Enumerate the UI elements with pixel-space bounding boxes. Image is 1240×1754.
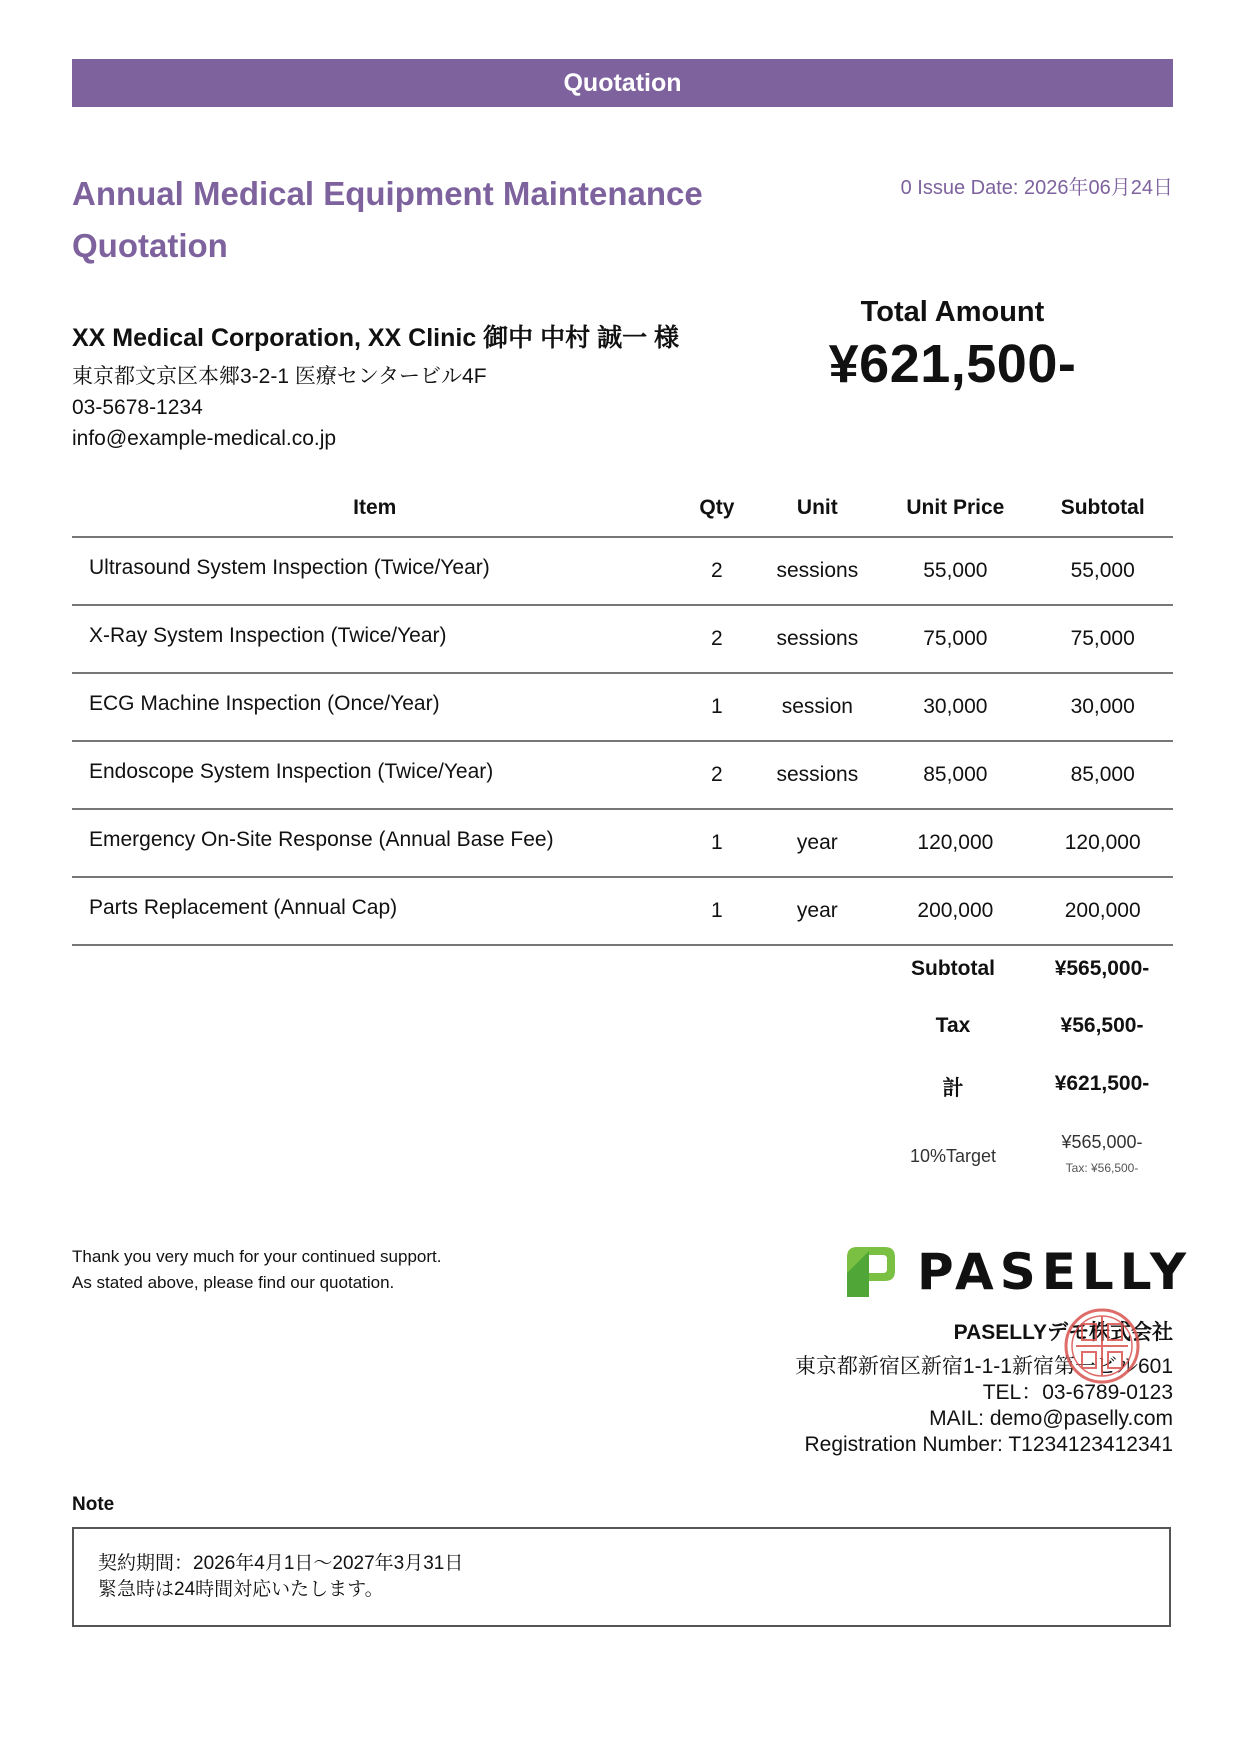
header-unit: Unit (756, 480, 878, 537)
logo-wordmark: PASELLY (917, 1243, 1193, 1301)
row-item: Ultrasound System Inspection (Twice/Year) (72, 537, 677, 605)
row-unit-price: 30,000 (878, 673, 1032, 741)
title-banner (72, 59, 1173, 107)
note-line-2: 緊急時は24時間対応いたします。 (98, 1579, 384, 1600)
document-title: Annual Medical Equipment Maintenance Quotation (72, 175, 703, 264)
summary-subtotal-row (875, 957, 1173, 981)
total-amount-box (790, 296, 1115, 395)
row-qty: 2 (677, 605, 756, 673)
row-item: Parts Replacement (Annual Cap) (72, 877, 677, 945)
note-label: Note (72, 1494, 115, 1515)
tax-target-row (875, 1132, 1173, 1175)
tax-target-label: 10%Target (909, 1146, 997, 1166)
client-email: info@example-medical.co.jp (72, 427, 337, 450)
row-unit-price: 85,000 (878, 741, 1032, 809)
row-unit: session (756, 673, 878, 741)
row-subtotal: 30,000 (1032, 673, 1173, 741)
issuer-company: PASELLYデモ株式会社 (953, 1321, 1173, 1344)
issuer-tel: TEL：03-6789-0123 (982, 1381, 1173, 1404)
row-unit-price: 75,000 (878, 605, 1032, 673)
table-row (72, 741, 1173, 809)
row-subtotal: 200,000 (1032, 877, 1173, 945)
summary-tax-value: ¥56,500- (1060, 1014, 1144, 1037)
header-item: Item (72, 480, 677, 537)
header-subtotal: Subtotal (1032, 480, 1173, 537)
table-row (72, 673, 1173, 741)
table-row (72, 537, 1173, 605)
tax-target-values (1031, 1132, 1173, 1175)
summary-subtotal-label: Subtotal (911, 957, 995, 980)
thank-you-message (72, 1244, 441, 1296)
row-unit: year (756, 877, 878, 945)
items-table (72, 480, 1173, 946)
row-unit: sessions (756, 741, 878, 809)
header-unit-price: Unit Price (878, 480, 1032, 537)
tax-target-amount: ¥565,000- (1061, 1132, 1143, 1152)
table-header-row (72, 480, 1173, 537)
issue-date: 0 Issue Date: 2026年06月24日 (900, 177, 1173, 199)
total-amount-label: Total Amount (860, 296, 1045, 328)
issuer-mail: MAIL: demo@paselly.com (929, 1407, 1173, 1430)
header-qty: Qty (677, 480, 756, 537)
table-row (72, 809, 1173, 877)
note-box (72, 1527, 1171, 1627)
issuer-registration: Registration Number: T1234123412341 (804, 1433, 1173, 1456)
thank-you-line-2: As stated above, please find our quotation. (72, 1273, 395, 1292)
row-item: Endoscope System Inspection (Twice/Year) (72, 741, 677, 809)
row-subtotal: 85,000 (1032, 741, 1173, 809)
row-unit-price: 55,000 (878, 537, 1032, 605)
row-unit-price: 120,000 (878, 809, 1032, 877)
summary-total-value: ¥621,500- (1054, 1072, 1150, 1095)
summary-tax-row (875, 1014, 1173, 1038)
summary-subtotal-value: ¥565,000- (1054, 957, 1150, 980)
row-subtotal: 75,000 (1032, 605, 1173, 673)
paselly-logo-icon (843, 1243, 899, 1301)
client-phone: 03-5678-1234 (72, 396, 203, 419)
row-unit-price: 200,000 (878, 877, 1032, 945)
summary-total-label: 計 (942, 1077, 964, 1100)
company-seal-icon (1062, 1306, 1142, 1386)
table-row (72, 605, 1173, 673)
client-contact (72, 361, 487, 454)
summary-total-row (875, 1072, 1173, 1102)
row-qty: 2 (677, 537, 756, 605)
tax-target-tax: Tax: ¥56,500- (1065, 1161, 1139, 1175)
row-subtotal: 120,000 (1032, 809, 1173, 877)
row-qty: 1 (677, 673, 756, 741)
total-amount-value: ¥621,500- (828, 334, 1077, 394)
row-item: Emergency On-Site Response (Annual Base Fee) (72, 809, 677, 877)
row-qty: 1 (677, 809, 756, 877)
row-subtotal: 55,000 (1032, 537, 1173, 605)
issuer-address: 東京都新宿区新宿1-1-1新宿第一ビル601 (794, 1355, 1173, 1378)
summary-tax-label: Tax (935, 1014, 971, 1037)
row-unit: sessions (756, 537, 878, 605)
row-item: X-Ray System Inspection (Twice/Year) (72, 605, 677, 673)
client-name: XX Medical Corporation, XX Clinic 御中 中村 誠一 様 (72, 324, 680, 352)
table-row (72, 877, 1173, 945)
banner-title: Quotation (563, 68, 682, 97)
company-logo (843, 1243, 1192, 1301)
row-unit: sessions (756, 605, 878, 673)
client-address: 東京都文京区本郷3-2-1 医療センタービル4F (72, 365, 487, 388)
note-line-1: 契約期間：2026年4月1日～2027年3月31日 (98, 1553, 464, 1574)
row-qty: 1 (677, 877, 756, 945)
row-qty: 2 (677, 741, 756, 809)
thank-you-line-1: Thank you very much for your continued support. (72, 1247, 442, 1266)
row-item: ECG Machine Inspection (Once/Year) (72, 673, 677, 741)
row-unit: year (756, 809, 878, 877)
